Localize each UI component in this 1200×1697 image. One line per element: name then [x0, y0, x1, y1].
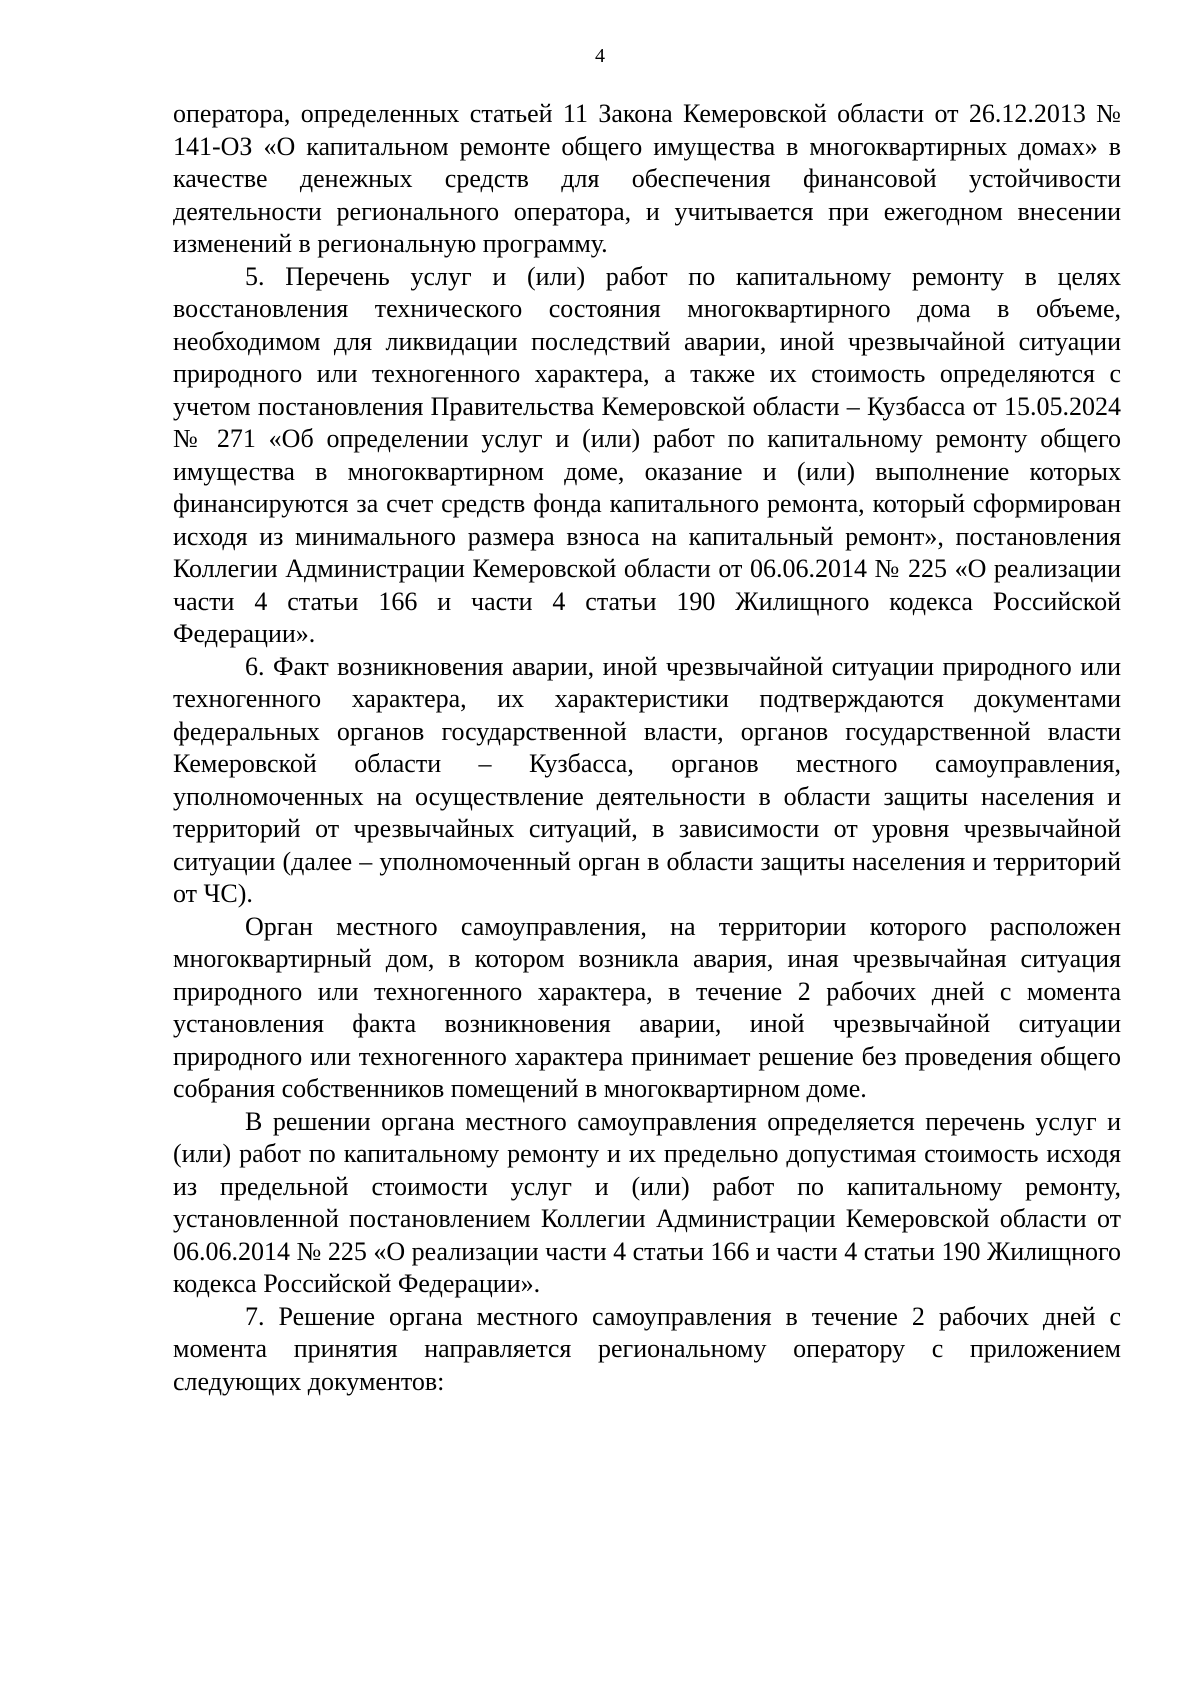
- paragraph-decision-contents: В решении органа местного самоуправления определяется перечень услуг и (или) работ по капитальному ремонту и их предельно допустимая стоимость исходя из предельной стоимости услуг и (или) работ по капитальному ремонту, установленной постановлением Коллегии Администрации Кемеровской области от 06.06.2014 № 225 «О реализации части 4 статьи 166 и части 4 статьи 190 Жилищного кодекса Российской Федерации».: [173, 1106, 1121, 1298]
- document-body: [173, 98, 1121, 1398]
- paragraph-item-6: 6. Факт возникновения аварии, иной чрезвычайной ситуации природного или техногенного характера, их характеристики подтверждаются документами федеральных органов государственной власти, органов государственной власти Кемеровской области – Кузбасса, органов местного самоуправления, уполномоченных на осуществление деятельности в области защиты населения и территорий от чрезвычайных ситуаций, в зависимости от уровня чрезвычайной ситуации (далее – уполномоченный орган в области защиты населения и территорий от ЧС).: [173, 651, 1121, 908]
- paragraph-item-7: 7. Решение органа местного самоуправления в течение 2 рабочих дней с момента принятия направляется региональному оператору с приложением следующих документов:: [173, 1301, 1121, 1396]
- paragraph-local-authority-decision: Орган местного самоуправления, на территории которого расположен многоквартирный дом, в котором возникла авария, иная чрезвычайная ситуация природного или техногенного характера, в течение 2 рабочих дней с момента установления факта возникновения аварии, иной чрезвычайной ситуации природного или техногенного характера принимает решение без проведения общего собрания собственников помещений в многоквартирном доме.: [173, 911, 1121, 1103]
- paragraph-continuation: оператора, определенных статьей 11 Закона Кемеровской области от 26.12.2013 № 141-ОЗ «О капитальном ремонте общего имущества в многоквартирных домах» в качестве денежных средств для обеспечения финансовой устойчивости деятельности регионального оператора, и учитывается при ежегодном внесении изменений в региональную программу.: [173, 99, 1121, 258]
- page-number: 4: [595, 45, 605, 67]
- paragraph-item-5: 5. Перечень услуг и (или) работ по капитальному ремонту в целях восстановления технического состояния многоквартирного дома в объеме, необходимом для ликвидации последствий аварии, иной чрезвычайной ситуации природного или техногенного характера, а также их стоимость определяются с учетом постановления Правительства Кемеровской области – Кузбасса от 15.05.2024 № 271 «Об определении услуг и (или) работ по капитальному ремонту общего имущества в многоквартирном доме, оказание и (или) выполнение которых финансируются за счет средств фонда капитального ремонта, который сформирован исходя из минимального размера взноса на капитальный ремонт», постановления Коллегии Администрации Кемеровской области от 06.06.2014 № 225 «О реализации части 4 статьи 166 и части 4 статьи 190 Жилищного кодекса Российской Федерации».: [173, 261, 1121, 648]
